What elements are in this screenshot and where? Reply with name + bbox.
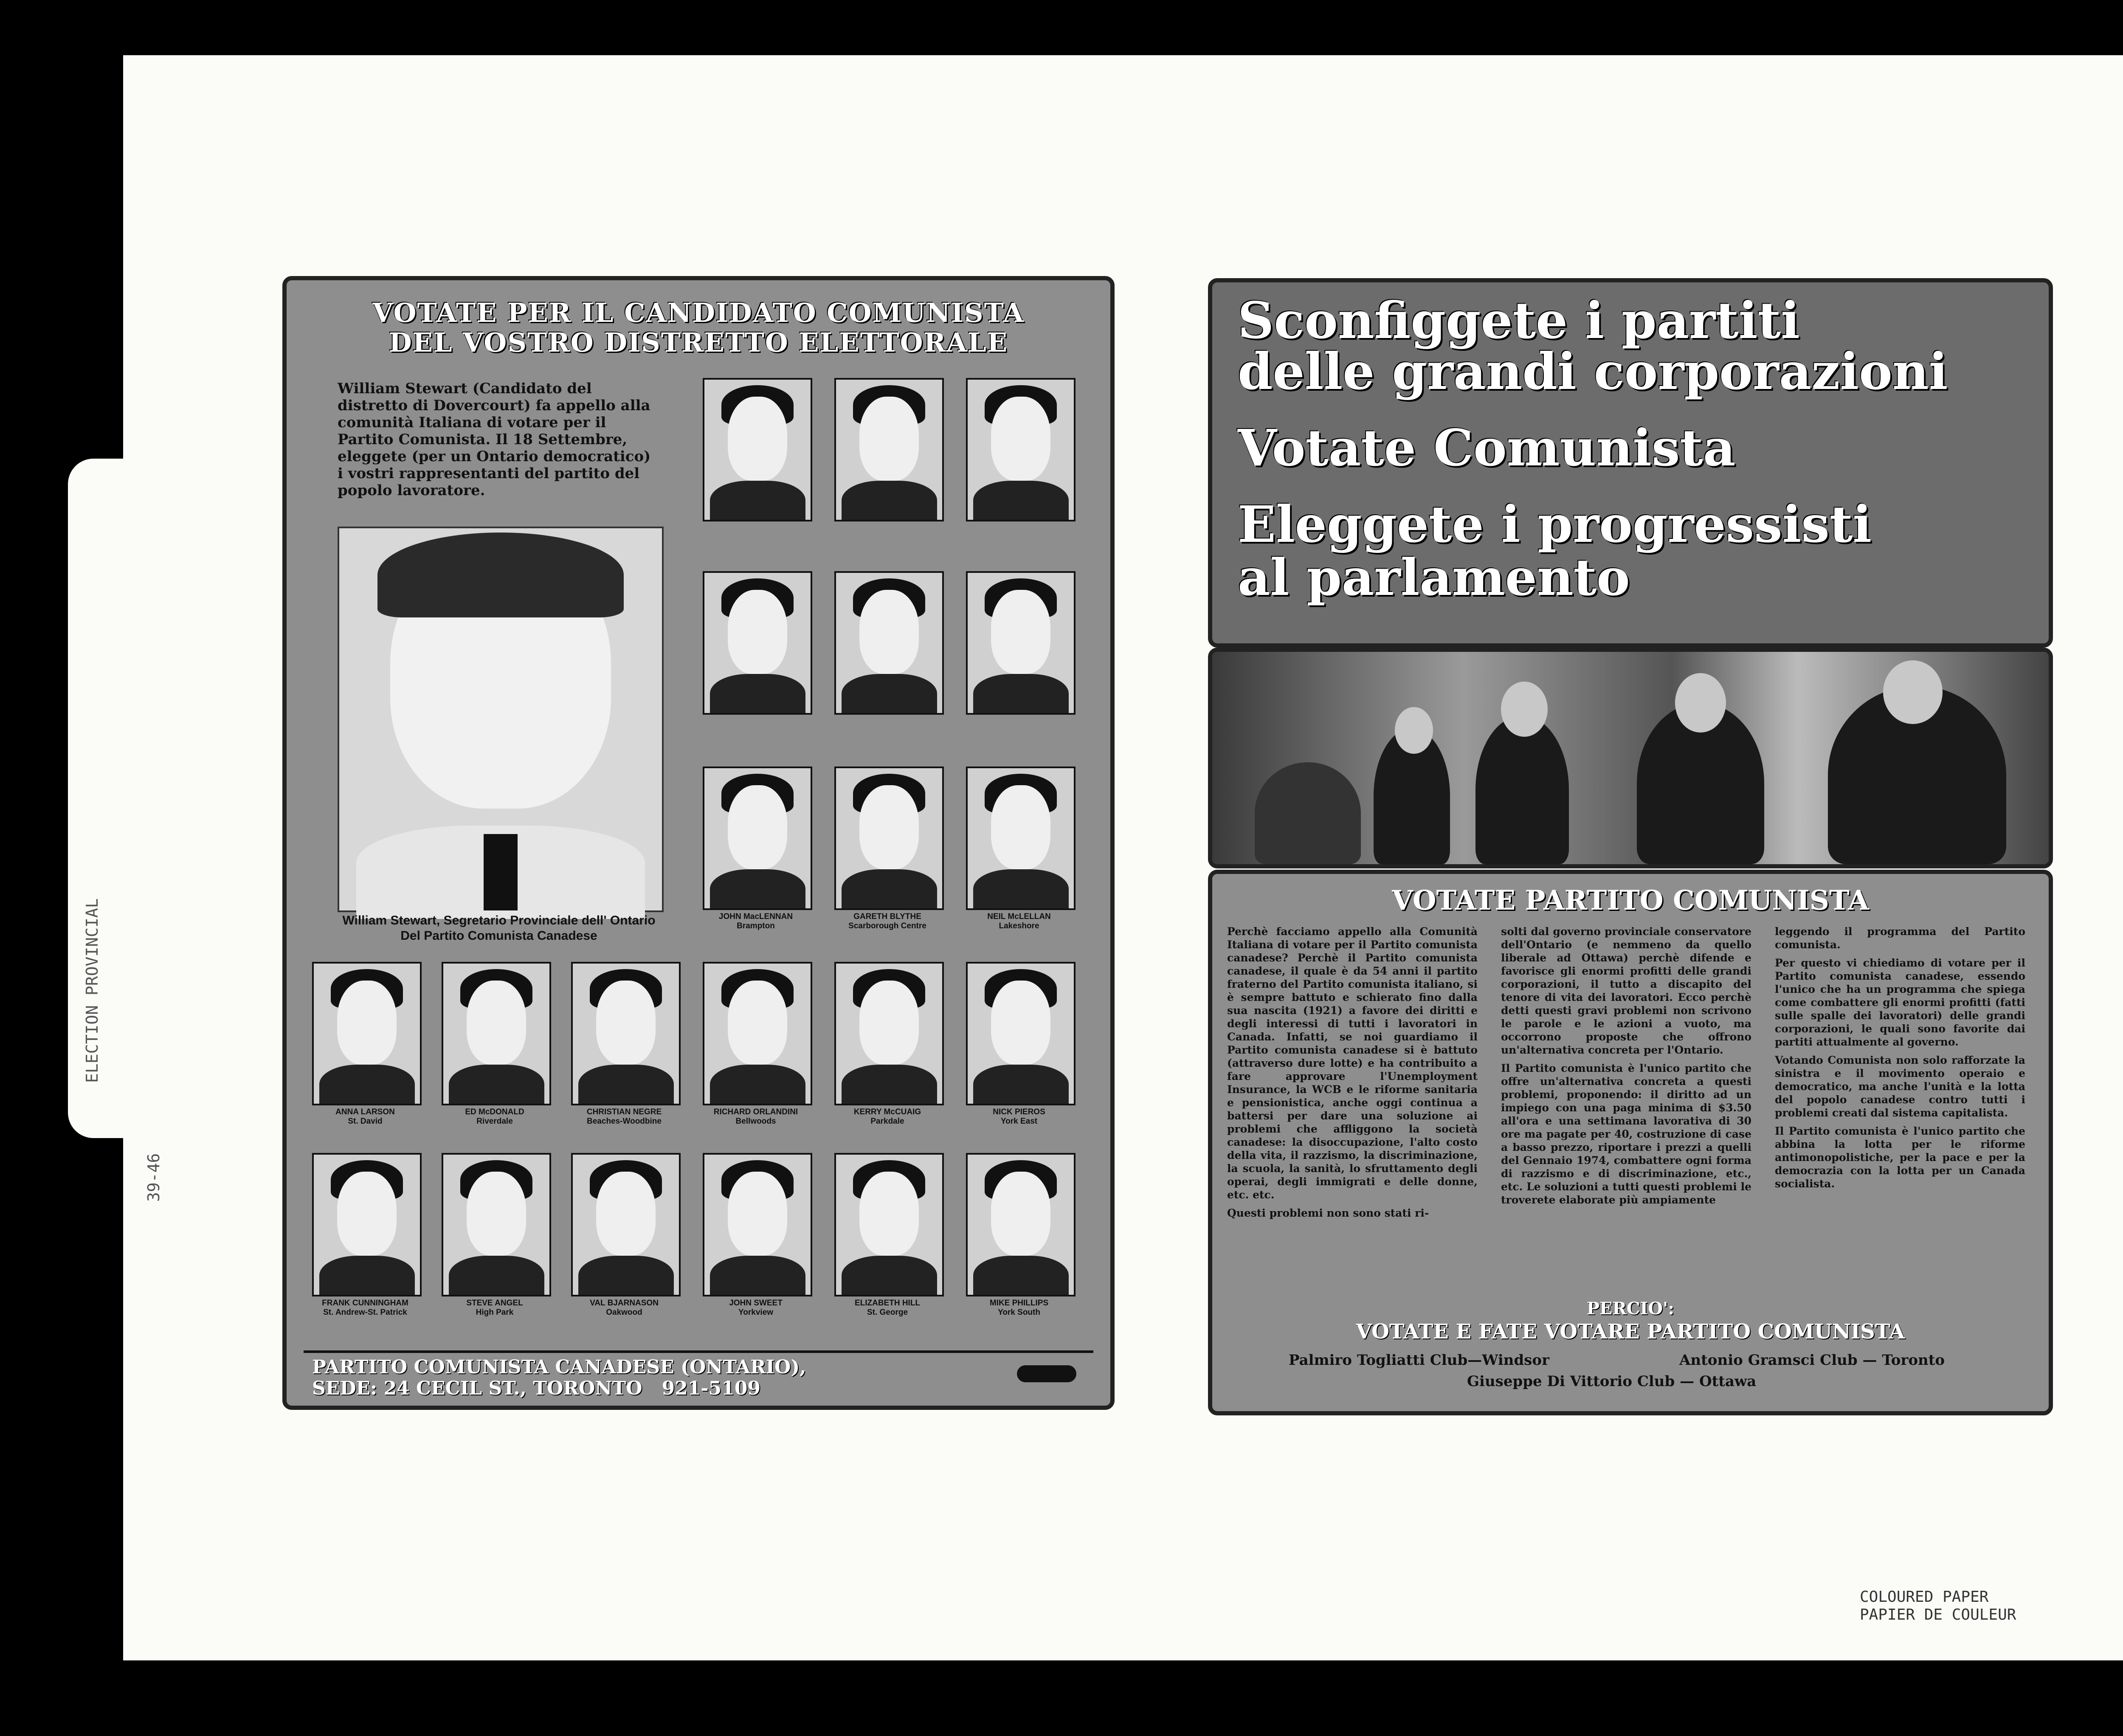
club-windsor: Palmiro Togliatti Club—Windsor: [1289, 1352, 1549, 1369]
candidate-photo: [571, 962, 681, 1105]
candidate-photo: [966, 962, 1076, 1105]
candidate-photo: [703, 378, 812, 521]
candidate-caption: VAL BJARNASON Oakwood: [590, 1299, 659, 1317]
slogan-line4: Eleggete i progressisti: [1238, 495, 1872, 554]
candidate-caption: JOHN MacLENNAN Brampton: [718, 912, 793, 930]
candidate-photo: [966, 378, 1076, 521]
slogan-line3: Votate Comunista: [1238, 418, 1736, 477]
main-candidate-caption: William Stewart, Segretario Provinciale dell' Ontario Del Partito Comunista Canadese: [342, 913, 656, 943]
candidate-photo: [703, 571, 812, 715]
candidate-caption: GARETH BLYTHE Scarborough Centre: [848, 912, 926, 930]
handwritten-margin-note: ELECTION PROVINCIAL: [83, 898, 101, 1083]
candidate-photo: [966, 571, 1076, 715]
coloured-paper-note: COLOURED PAPER PAPIER DE COULEUR: [1860, 1588, 2016, 1623]
candidate-photo: [312, 962, 422, 1105]
candidate-caption: ED McDONALD Riverdale: [465, 1108, 524, 1126]
folder-tab: [68, 459, 153, 1138]
handwritten-page-number: 39-46: [144, 1153, 163, 1202]
candidate-caption: FRANK CUNNINGHAM St. Andrew-St. Patrick: [322, 1299, 408, 1317]
party-address: PARTITO COMUNISTA CANADESE (ONTARIO), SEDE: 24 CECIL ST., TORONTO 921-5109: [312, 1356, 806, 1399]
percio-label: PERCIO':: [1586, 1299, 1675, 1319]
candidate-caption: ELIZABETH HILL St. George: [854, 1299, 921, 1317]
candidate-caption: NICK PIEROS York East: [993, 1108, 1045, 1126]
article-column-1: Perchè facciamo appello alla Comunità Italiana di votare per il Partito comunista canadese? Perchè il Partito comunista canadese, il quale è da 54 anni il partito fraterno del Partito comunista italiano, si è sempre battuto e schierato fino dalla sua nascita (1921) a favore dei diritti e degli interessi di tutti i lavoratori in Canada. Infatti, se noi guardiamo il Partito comunista canadese si è battuto (attraverso dure lotte) e ha contribuito a fare approvare l'Unemployment Insurance, la WCB e le riforme sanitaria e pensionistica, anche oggi continua a battersi per dare una soluzione ai problemi che affliggono la società canadese: la disoccupazione, l'alto costo della vita, il razzismo, la discriminazione, la scuola, la sanità, lo sfruttamento degli operai, degli immigrati e delle donne, etc. etc. Questi problemi non sono stati ri-: [1227, 925, 1478, 1219]
club-toronto: Antonio Gramsci Club — Toronto: [1679, 1352, 1945, 1369]
club-ottawa: Giuseppe Di Vittorio Club — Ottawa: [1467, 1373, 1757, 1390]
candidate-photo: [834, 962, 944, 1105]
slogan-line1: Sconfiggete i partiti: [1238, 291, 1800, 350]
candidate-photo: [703, 962, 812, 1105]
candidate-photo: [966, 1153, 1076, 1296]
candidate-photo: [312, 1153, 422, 1296]
call-to-vote: VOTATE E FATE VOTARE PARTITO COMUNISTA: [1356, 1320, 1905, 1344]
candidate-photo: [442, 1153, 551, 1296]
candidate-caption: STEVE ANGEL High Park: [466, 1299, 523, 1317]
party-logo: [1017, 1365, 1076, 1382]
flyer-intro-text: William Stewart (Candidato del distretto di Dovercourt) fa appello alla comunità Italiana di votare per il Partito Comunista. Il 18 Settembre, eleggete (per un Ontario democratico) i vostri rappresentanti del partito del popolo lavoratore.: [338, 380, 651, 499]
candidate-caption: NEIL McLELLAN Lakeshore: [987, 912, 1051, 930]
flyer-headline-line2: DEL VOSTRO DISTRETTO ELETTORALE: [389, 327, 1008, 358]
candidate-photo: [834, 767, 944, 910]
candidate-photo: [834, 571, 944, 715]
crowd-photo: [1208, 648, 2053, 868]
article-panel: [1208, 870, 2053, 1415]
article-column-3: leggendo il programma del Partito comunista. Per questo vi chiediamo di votare per il Partito comunista canadese, essendo l'unico che ha un programma che spiega come combattere gli enormi profitti (fatti sulle spalle dei lavoratori) delle grandi corporazioni, le quali sono favorite dai partiti attualmente al governo. Votando Comunista non solo rafforzate la sinistra e il movimento operaio e democratico, ma anche l'unità e la lotta del popolo canadese contro tutti i problemi creati dal sistema capitalista. Il Partito comunista è l'unico partito che abbina la lotta per le riforme antimonopolistiche, per la pace e per la democrazia con la lotta per un Canada socialista.: [1775, 925, 2025, 1190]
candidate-photo: [571, 1153, 681, 1296]
candidate-caption: JOHN SWEET Yorkview: [729, 1299, 783, 1317]
article-title: VOTATE PARTITO COMUNISTA: [1392, 885, 1869, 916]
candidate-photo: [703, 767, 812, 910]
article-column-2: solti dal governo provinciale conservatore dell'Ontario (e nemmeno da quello liberale ad Ottawa) perchè difende e favorisce gli enormi profitti delle grandi corporazioni, il tutto a discapito del tenore di vita dei lavoratori. Ecco perchè detti questi gravi problemi non scrivono le parole e le azioni a vuoto, ma occorrono proposte che offrono un'alternativa concreta per l'Ontario. Il Partito comunista è l'unico partito che offre un'alternativa concreta a questi problemi, proponendo: il diritto ad un impiego con una paga minima di $3.50 all'ora e una settimana lavorativa di 30 ore ma pagate per 40, costruzione di case a basso prezzo, riportare i prezzi a quelli del Gennaio 1974, combattere ogni forma di razzismo e di discriminazione, etc., etc. Le soluzioni a tutti questi problemi le troverete elaborate più ampiamente: [1501, 925, 1751, 1206]
candidate-caption: MIKE PHILLIPS York South: [989, 1299, 1049, 1317]
candidate-photo: [834, 1153, 944, 1296]
main-candidate-photo: [338, 527, 664, 912]
candidate-photo: [966, 767, 1076, 910]
candidate-caption: CHRISTIAN NEGRE Beaches-Woodbine: [586, 1108, 662, 1126]
slogan-line5: al parlamento: [1238, 548, 1630, 607]
candidate-caption: KERRY McCUAIG Parkdale: [853, 1108, 921, 1126]
footer-divider: [304, 1350, 1093, 1353]
candidate-photo: [442, 962, 551, 1105]
slogan-panel: [1208, 278, 2053, 648]
candidate-caption: ANNA LARSON St. David: [335, 1108, 395, 1126]
candidates-flyer: [282, 276, 1115, 1410]
flyer-headline-line1: VOTATE PER IL CANDIDATO COMUNISTA: [372, 297, 1025, 328]
candidate-caption: RICHARD ORLANDINI Bellwoods: [713, 1108, 798, 1126]
candidate-photo: [703, 1153, 812, 1296]
candidate-photo: [834, 378, 944, 521]
slogan-line2: delle grandi corporazioni: [1238, 342, 1948, 401]
